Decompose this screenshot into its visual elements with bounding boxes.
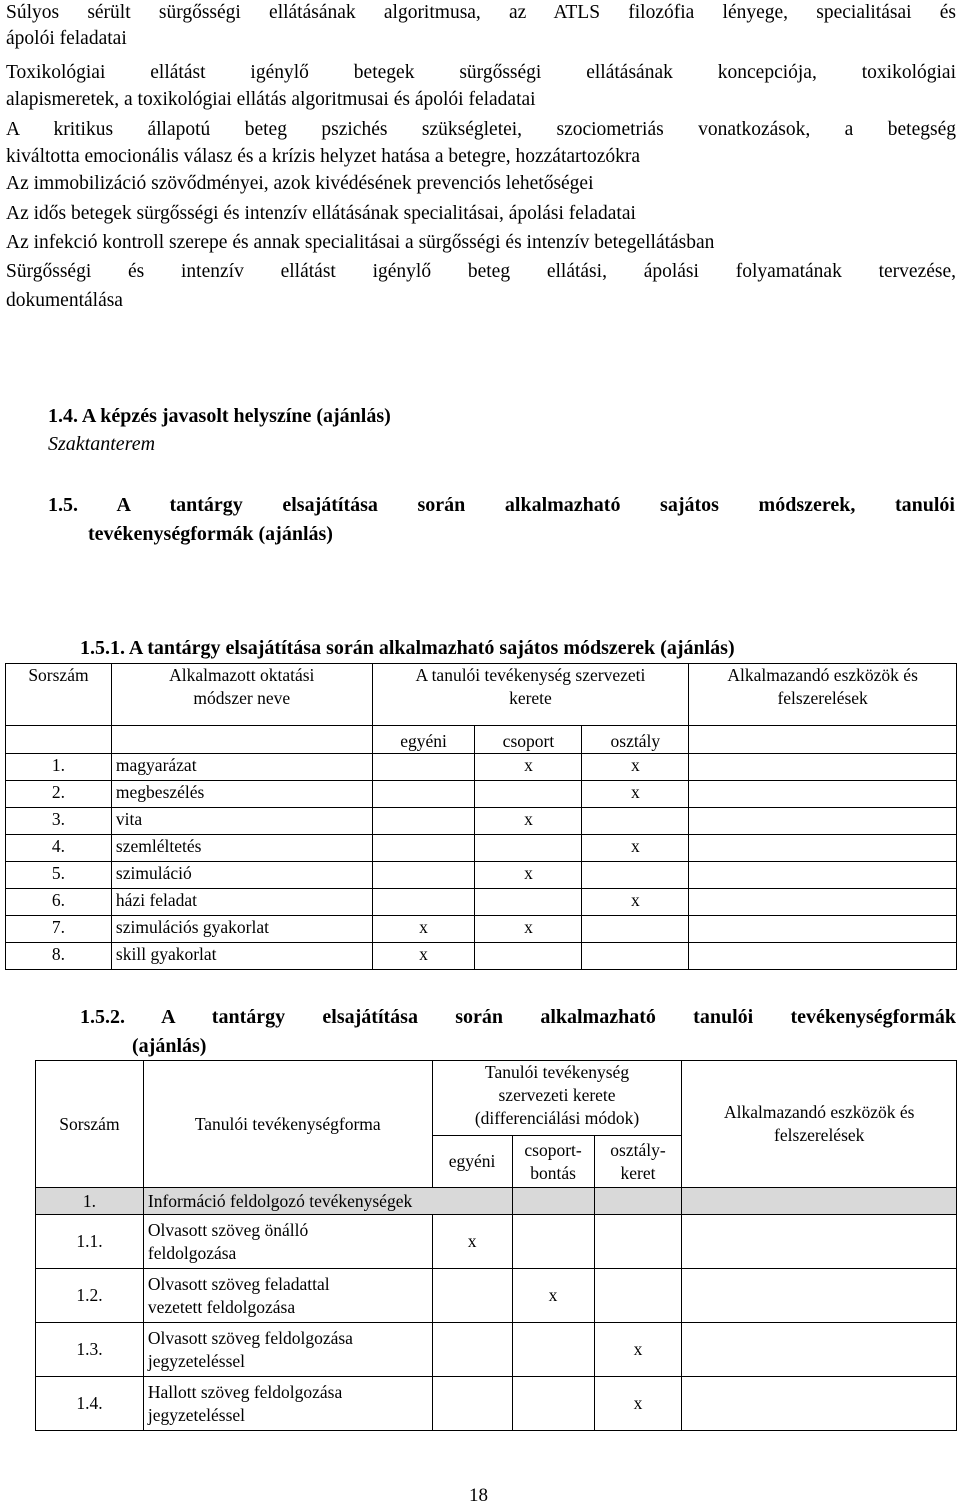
method-name: szemléltetés: [111, 835, 372, 862]
cell-csoport: [512, 1323, 594, 1377]
cell-osztaly: [582, 862, 689, 889]
table-row: [36, 1377, 957, 1431]
row-number: 7.: [6, 916, 112, 943]
subheader-osztaly: osztály: [582, 726, 689, 754]
topic-line: Toxikológiai ellátást igénylő betegek sürgősségi ellátásának koncepciója, toxikológiai: [6, 62, 956, 83]
row-number: 3.: [6, 808, 112, 835]
row-number: 1.4.: [36, 1377, 144, 1431]
page-number: 18: [469, 1485, 488, 1506]
subheader-osztaly: osztály- keret: [594, 1136, 682, 1188]
table-row: [6, 754, 957, 781]
table-row: [6, 835, 957, 862]
cell-csoport: x: [475, 862, 582, 889]
method-name: házi feladat: [111, 889, 372, 916]
row-number: 5.: [6, 862, 112, 889]
cell-osztaly: [582, 943, 689, 970]
table-row: [36, 1215, 957, 1269]
cell-osztaly: [594, 1269, 682, 1323]
cell-csoport: [512, 1215, 594, 1269]
row-number: 1.3.: [36, 1323, 144, 1377]
row-number: 1.: [6, 754, 112, 781]
cell-csoport: [475, 889, 582, 916]
topic-line: Az immobilizáció szövődményei, azok kivédésének prevenciós lehetőségei: [6, 173, 594, 194]
cell-tools: [689, 889, 957, 916]
cell-csoport: [512, 1377, 594, 1431]
subheader-csoport: csoport- bontás: [512, 1136, 594, 1188]
cell-tools: [682, 1323, 957, 1377]
cell-tools: [689, 835, 957, 862]
topic-line: Sürgősségi és intenzív ellátást igénylő beteg ellátási, ápolási folyamatának tervezése,: [6, 261, 956, 282]
section-heading-1-5-1: 1.5.1. A tantárgy elsajátítása során alkalmazható sajátos módszerek (ajánlás): [80, 637, 735, 659]
col-header-method: Alkalmazott oktatási módszer neve: [111, 664, 372, 726]
cell-tools: [689, 943, 957, 970]
cell-tools: [689, 781, 957, 808]
cell-egyeni: [432, 1323, 512, 1377]
table-row: [6, 781, 957, 808]
section-heading-1-5-cont: tevékenységformák (ajánlás): [88, 523, 333, 545]
group-number: 1.: [36, 1188, 144, 1215]
activity-forms-table: [35, 1060, 957, 1431]
cell-csoport: x: [475, 808, 582, 835]
method-name: szimuláció: [111, 862, 372, 889]
methods-table: [5, 663, 957, 970]
cell-csoport: x: [475, 916, 582, 943]
row-number: 6.: [6, 889, 112, 916]
topic-line: kiváltotta emocionális válasz és a krízis helyzet hatása a betegre, hozzátartozókra: [6, 146, 640, 167]
cell-egyeni: [372, 862, 475, 889]
cell-egyeni: [372, 754, 475, 781]
row-number: 4.: [6, 835, 112, 862]
topic-line: A kritikus állapotú beteg pszichés szükségletei, szociometriás vonatkozások, a betegség: [6, 119, 956, 140]
subheader-egyeni: egyéni: [432, 1136, 512, 1188]
col-header-form: Tanulói tevékenységforma: [143, 1061, 432, 1188]
cell-osztaly: x: [582, 754, 689, 781]
cell-osztaly: x: [582, 889, 689, 916]
cell-tools: [682, 1215, 957, 1269]
cell-osztaly: [582, 808, 689, 835]
cell-egyeni: x: [432, 1215, 512, 1269]
cell-osztaly: x: [594, 1377, 682, 1431]
cell-egyeni: [372, 781, 475, 808]
cell-osztaly: x: [582, 781, 689, 808]
group-name: Információ feldolgozó tevékenységek: [143, 1188, 512, 1215]
cell-osztaly: [594, 1215, 682, 1269]
table-group-row: [36, 1188, 957, 1215]
cell-tools: [689, 808, 957, 835]
cell-egyeni: [432, 1269, 512, 1323]
topic-line: alapismeretek, a toxikológiai ellátás algoritmusai és ápolói feladatai: [6, 89, 536, 110]
cell-egyeni: [432, 1377, 512, 1431]
table-row: [6, 916, 957, 943]
row-number: 8.: [6, 943, 112, 970]
method-name: vita: [111, 808, 372, 835]
col-header-tools: Alkalmazandó eszközök és felszerelések: [682, 1061, 957, 1188]
cell-egyeni: [372, 889, 475, 916]
cell-osztaly: x: [594, 1323, 682, 1377]
col-header-frame: A tanulói tevékenység szervezeti kerete: [372, 664, 689, 726]
cell-csoport: x: [475, 754, 582, 781]
method-name: szimulációs gyakorlat: [111, 916, 372, 943]
col-header-sorszam: Sorszám: [6, 664, 112, 726]
row-number: 2.: [6, 781, 112, 808]
table-row: [6, 862, 957, 889]
topic-line: Súlyos sérült sürgősségi ellátásának algoritmusa, az ATLS filozófia lényege, specialitásai és: [6, 2, 956, 23]
table-header-row: [6, 664, 957, 726]
cell-csoport: [475, 781, 582, 808]
table-row: [36, 1323, 957, 1377]
cell-osztaly: x: [582, 835, 689, 862]
cell-csoport: [475, 943, 582, 970]
section-heading-1-5-2-cont: (ajánlás): [132, 1035, 207, 1057]
cell-tools: [689, 916, 957, 943]
cell-egyeni: [372, 808, 475, 835]
cell-tools: [689, 754, 957, 781]
cell-tools: [682, 1377, 957, 1431]
col-header-sorszam: Sorszám: [36, 1061, 144, 1188]
location-value: Szaktanterem: [48, 433, 156, 455]
topic-line: Az infekció kontroll szerepe és annak specialitásai a sürgősségi és intenzív betegellátásban: [6, 232, 715, 253]
table-subheader-row: [6, 726, 957, 754]
section-heading-1-5-2: 1.5.2. A tantárgy elsajátítása során alkalmazható tanulói tevékenységformák: [80, 1006, 956, 1028]
cell-egyeni: [372, 835, 475, 862]
topic-line: ápolói feladatai: [6, 28, 127, 49]
row-number: 1.2.: [36, 1269, 144, 1323]
topic-line: dokumentálása: [6, 290, 123, 311]
activity-form-name: Olvasott szöveg önálló feldolgozása: [143, 1215, 432, 1269]
activity-form-name: Olvasott szöveg feladattal vezetett feldolgozása: [143, 1269, 432, 1323]
cell-tools: [682, 1269, 957, 1323]
topic-line: Az idős betegek sürgősségi és intenzív ellátásának specialitásai, ápolási feladatai: [6, 203, 636, 224]
subheader-egyeni: egyéni: [372, 726, 475, 754]
table-header-row: [36, 1061, 957, 1136]
section-heading-1-4: 1.4. A képzés javasolt helyszíne (ajánlás): [48, 405, 391, 427]
method-name: magyarázat: [111, 754, 372, 781]
cell-tools: [689, 862, 957, 889]
col-header-tools: Alkalmazandó eszközök és felszerelések: [689, 664, 957, 726]
cell-csoport: x: [512, 1269, 594, 1323]
method-name: skill gyakorlat: [111, 943, 372, 970]
table-row: [6, 943, 957, 970]
activity-form-name: Olvasott szöveg feldolgozása jegyzeteléssel: [143, 1323, 432, 1377]
table-row: [6, 808, 957, 835]
section-heading-1-5: 1.5. A tantárgy elsajátítása során alkalmazható sajátos módszerek, tanulói: [48, 494, 955, 516]
cell-osztaly: [582, 916, 689, 943]
table-row: [36, 1269, 957, 1323]
subheader-csoport: csoport: [475, 726, 582, 754]
cell-egyeni: x: [372, 943, 475, 970]
method-name: megbeszélés: [111, 781, 372, 808]
col-header-activity: Tanulói tevékenység szervezeti kerete (differenciálási módok): [432, 1061, 682, 1136]
table-row: [6, 889, 957, 916]
activity-form-name: Hallott szöveg feldolgozása jegyzeteléssel: [143, 1377, 432, 1431]
cell-csoport: [475, 835, 582, 862]
cell-egyeni: x: [372, 916, 475, 943]
row-number: 1.1.: [36, 1215, 144, 1269]
